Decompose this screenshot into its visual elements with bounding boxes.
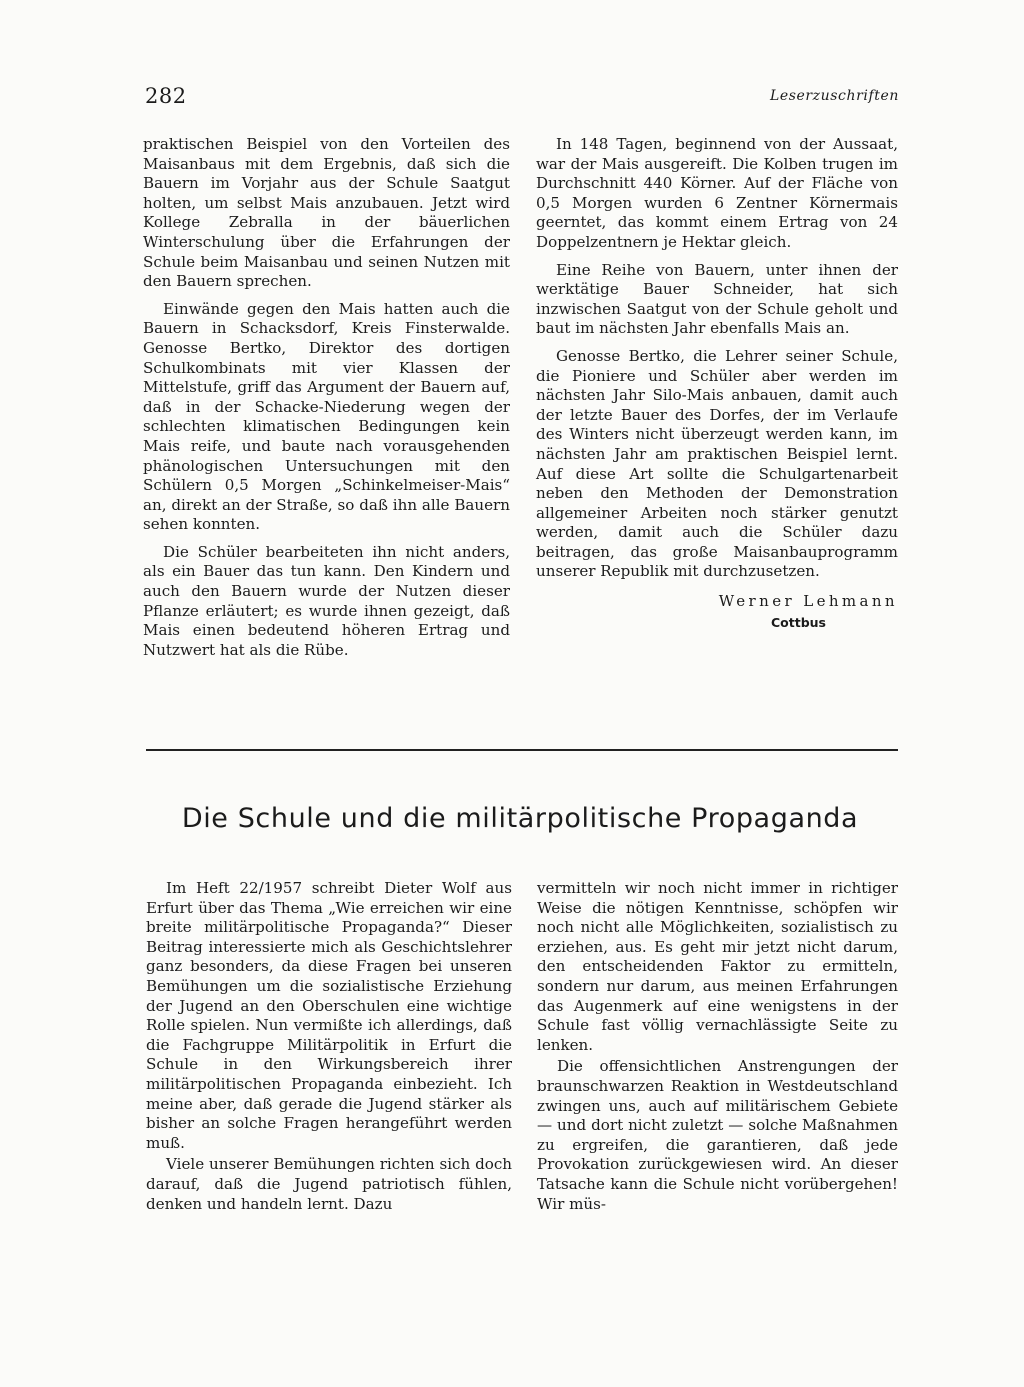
paragraph: In 148 Tagen, beginnend von der Aussaat, war der Mais ausgereift. Die Kolben trugen im Durchschnitt 440 Körner. Auf der Fläche von 0,5 Morgen wurden 6 Zentner Körnermais geerntet, das kommt einem Ertrag von 24 Doppelzentnern je Hektar gleich. (536, 135, 898, 251)
paragraph: Eine Reihe von Bauern, unter ihnen der werktätige Bauer Schneider, hat sich inzwischen Saatgut von der Schule geholt und baut im nächsten Jahr ebenfalls Mais an. (536, 260, 898, 338)
paragraph: Die Schüler bearbeiteten ihn nicht anders, als ein Bauer das tun kann. Den Kindern und auch den Bauern wurde der Nutzen dieser Pflanze erläutert; es wurde ihnen gezeigt, daß Mais einen bedeutend höheren Ertrag und Nutzwert hat als die Rübe. (143, 542, 510, 659)
article-left-column (146, 879, 512, 1216)
paragraph: vermitteln wir noch nicht immer in richtiger Weise die nötigen Kenntnisse, schöpfen wir noch nicht alle Möglichkeiten, sozialistisch zu erziehen, aus. Es geht mir jetzt nicht darum, den entscheidenden Faktor zu ermitteln, sondern nur darum, aus meinen Erfahrungen das Augenmerk auf eine wenigstens in der Schule fast völlig vernachlässigte Seite zu lenken. (537, 879, 898, 1054)
article-right-column (537, 879, 898, 1216)
letter-right-column (536, 135, 898, 633)
paragraph: Die offensichtlichen Anstrengungen der braunschwarzen Reaktion in Westdeutschland zwingen uns, auch auf militärischem Gebiete — und dort nicht zuletzt — solche Maßnahmen zu ergreifen, die garantieren, daß jede Provokation zurückgewiesen wird. An dieser Tatsache kann die Schule nicht vorübergehen! Wir müs- (537, 1057, 898, 1213)
page-number: 282 (145, 84, 187, 108)
section-divider (146, 749, 898, 751)
paragraph: praktischen Beispiel von den Vorteilen des Maisanbaus mit dem Ergebnis, daß sich die Bauern im Vorjahr aus der Schule Saatgut holten, um selbst Mais anzubauen. Jetzt wird Kollege Zebralla in der bäuerlichen Winterschulung über die Erfahrungen der Schule beim Maisanbau und seinen Nutzen mit den Bauern sprechen. (143, 135, 510, 291)
article-title: Die Schule und die militärpolitische Propaganda (181, 803, 859, 834)
author-place: Cottbus (771, 615, 826, 631)
paragraph: Einwände gegen den Mais hatten auch die Bauern in Schacksdorf, Kreis Finsterwalde. Genosse Bertko, Direktor des dortigen Schulkombinats mit vier Klassen der Mittelstufe, griff das Argument der Bauern auf, daß in der Schacke-Niederung wegen der schlechten klimatischen Bedingungen kein Mais reife, und baute nach vorausgehenden phänologischen Untersuchungen mit den Schülern 0,5 Morgen „Schinkelmeiser-Mais“ an, direkt an der Straße, so daß ihn alle Bauern sehen konnten. (143, 299, 510, 534)
author-name: Werner Lehmann (718, 592, 898, 611)
paragraph: Viele unserer Bemühungen richten sich doch darauf, daß die Jugend patriotisch fühlen, denken und handeln lernt. Dazu (146, 1155, 512, 1213)
paragraph: Genosse Bertko, die Lehrer seiner Schule, die Pioniere und Schüler aber werden im nächsten Jahr Silo-Mais anbauen, damit auch der letzte Bauer des Dorfes, der im Verlaufe des Winters nicht überzeugt werden kann, im nächsten Jahr am praktischen Beispiel lernt. Auf diese Art sollte die Schulgartenarbeit neben den Methoden der Demonstration allgemeiner Arbeiten noch stärker genutzt werden, damit auch die Schüler dazu beitragen, das große Maisanbauprogramm unserer Republik mit durchzusetzen. (536, 346, 898, 581)
letter-left-column (143, 135, 510, 668)
paragraph: Im Heft 22/1957 schreibt Dieter Wolf aus Erfurt über das Thema „Wie erreichen wir eine breite militärpolitische Propaganda?“ Dieser Beitrag interessierte mich als Geschichtslehrer ganz besonders, da diese Fragen bei unseren Bemühungen um die sozialistische Erziehung der Jugend an den Oberschulen eine wichtige Rolle spielen. Nun vermißte ich allerdings, daß die Fachgruppe Militärpolitik in Erfurt die Schule in den Wirkungsbereich ihrer militärpolitischen Propaganda einbezieht. Ich meine aber, daß gerade die Jugend stärker als bisher an solche Fragen herangeführt werden muß. (146, 879, 512, 1152)
running-head: Leserzuschriften (769, 88, 899, 104)
